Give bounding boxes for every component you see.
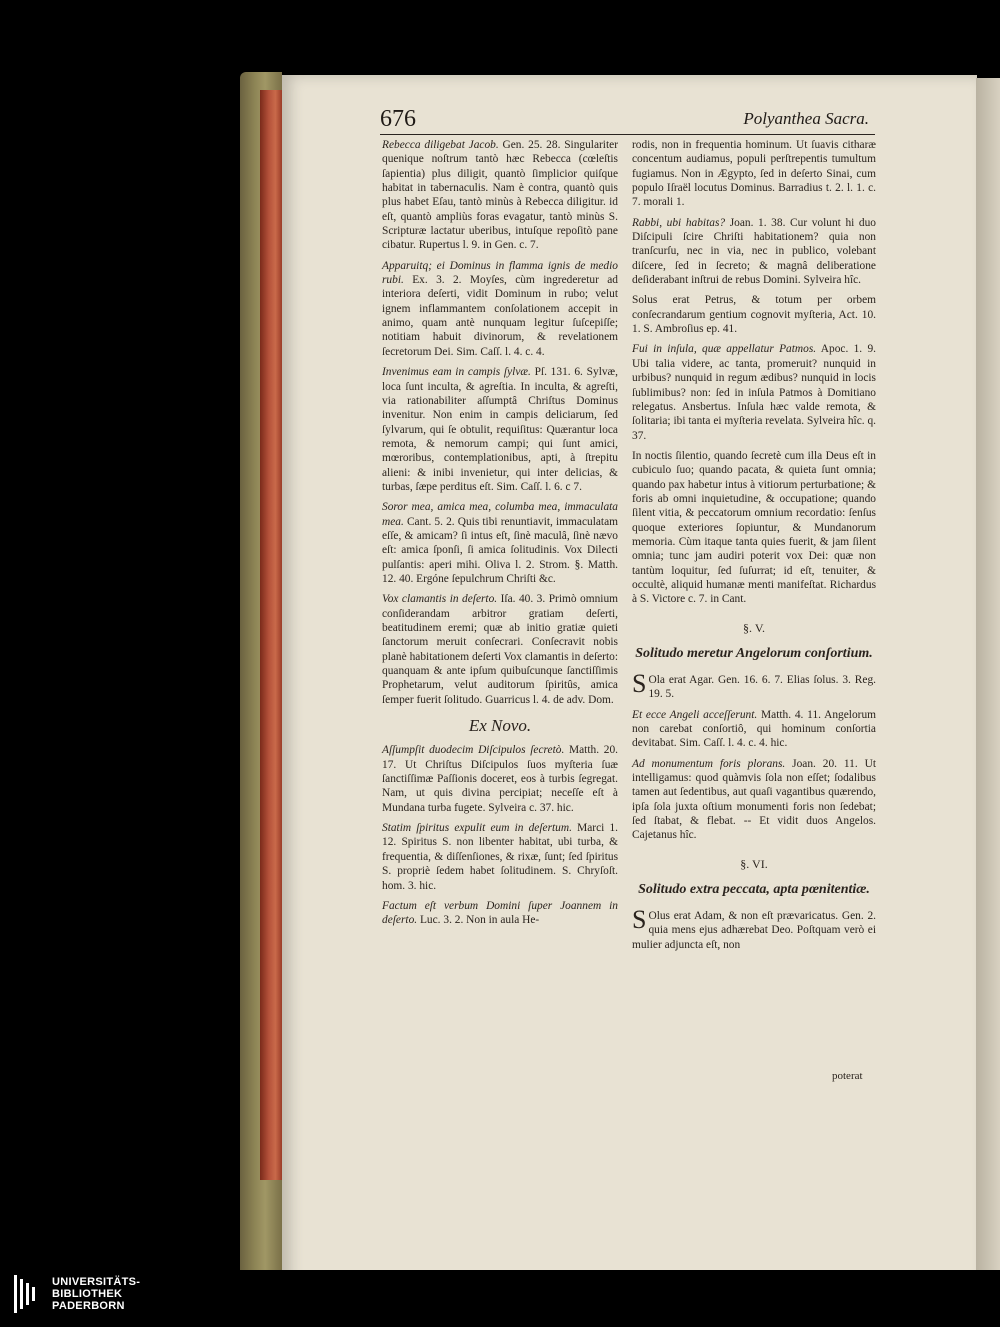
left-column: [382, 138, 618, 934]
lemma: Factum eſt verbum Domini ſuper Joannem in deſerto.: [382, 899, 618, 927]
paragraph-text: In noctis ſilentio, quando ſecretè cum illa Deus eſt in cubiculo ſuo; quando pacata, & quieta ſunt omnia; quando pax habetur intus à vitiorum perturbatione; & foris ab omni inquietudine, & occupatione; quando ſilent vitia, & peccatorum omnium recordatio: ſenſus quoque exteriores ſopiuntur, & Mundanorum memoria. Cùm itaque tanta quies fuerit, & jam ſilent omnia; tunc jam audiri poterit vox Dei: quæ non tantùm loquitur, ſed ſuſurrat; id eſt, tenuiter, & occultè, aliquid humanæ menti manifeſtat. Richardus à S. Victore c. 7. in Cant.: [632, 449, 876, 606]
paragraph-text: Joan. 20. 11. Ut intelligamus: quod quàmvis ſola non eſſet; ſodalibus tamen aut ſedentibus, aut quaſi vagantibus quærendo, ipſa ſola juxta oſtium monumenti foris non ſedebat; ſed ſtabat, & flebat. -- Et vidit duos Angelos. Cajetanus hîc.: [632, 757, 877, 842]
logo-line: PADERBORN: [52, 1300, 125, 1312]
section-title-v: Solitudo meretur Angelorum conſortium.: [635, 646, 873, 661]
paragraph-text: Cant. 5. 2. Quis tibi renuntiavit, immaculatam eſſe, & amicam? ſi intus eſt, ſinè maculâ, ſinè nævo eſt: amica ſponſi, ſi amica ſolitudinis. Vox Dilecti pulſantis: aperi mihi. Oliva l. 2. Strom. §. Matth. 12. 40. Ergóne ſepulchrum Chriſti &c.: [382, 515, 618, 585]
paragraph: [382, 899, 618, 928]
paragraph-text: Luc. 3. 2. Non in aula He-: [417, 914, 540, 927]
catchword: poterat: [832, 1070, 863, 1082]
paragraph: [632, 449, 876, 607]
paragraph-text: Matth. 4. 11. Angelorum non carebat conſortiô, qui hominum conſortia devitabat. Sim. Caſſ. l. 4. c. 4. hic.: [632, 708, 877, 750]
lemma: Rabbi, ubi habitas?: [632, 216, 726, 229]
library-logo-text: [52, 1276, 140, 1312]
paragraph-text: Joan. 1. 38. Cur volunt hi duo Diſcipuli ſcire Chriſti habitationem? quia non tranſcurſu, nec in via, nec in publico, volebant diſcere, ſed in ſecreto; & magnâ deliberatione deſiderabant inſtrui de rebus Domini. Sylveira hîc.: [632, 216, 876, 287]
paragraph: [632, 708, 876, 751]
page-number: 676: [380, 106, 416, 132]
logo-line: BIBLIOTHEK: [52, 1288, 123, 1300]
paragraph-text: rodis, non in frequentia hominum. Ut ſuavis citharæ concentum audiamus, populi perſtrepentis tumultum fugiamus. Non in Ægypto, ſed in deſerto Sinai, cum populo Iſraël locutus Dominus. Barradius t. 2. l. 1. c. 7. morali 1.: [632, 139, 876, 209]
paragraph: [632, 138, 876, 210]
footer-bar: [0, 1270, 1000, 1327]
lemma: Vox clamantis in deſerto.: [382, 593, 498, 606]
lemma: Soror mea, amica mea, columba mea, immaculata mea.: [382, 501, 618, 528]
paragraph-text: SOla erat Agar. Gen. 16. 6. 7. Elias ſolus. 3. Reg. 19. 5.: [632, 669, 876, 701]
paragraph: [632, 905, 876, 952]
lemma: Statim ſpiritus expulit eum in deſertum.: [382, 822, 572, 835]
lemma: Aſſumpſit duodecim Diſcipulos ſecretò.: [382, 744, 565, 757]
lemma: Rebecca diligebat Jacob.: [382, 139, 499, 151]
right-column: [632, 138, 876, 958]
library-logo-icon: [14, 1275, 42, 1313]
paragraph: [382, 743, 618, 815]
paragraph: [632, 216, 876, 288]
section-title-vi: Solitudo extra peccata, apta pœnitentiæ.: [638, 882, 870, 898]
section-heading-ex-novo: Ex Novo.: [468, 716, 532, 736]
paragraph-text: Gen. 25. 28. Singulariter quenique noſtrum tantò hæc Rebecca (cœleſtis ſapientia) plus diligit, quantò ſimplicior quiſque habitat in tabernaculis. Nam è contra, quantò quis plus habet Eſau, tantò minùs à Rebecca diligitur. id eſt, quantò ampliùs foras evagatur, tantò minùs S. Scripturæ lactatur uberibus, intuſque repoſitò pane cibatur. Rupertus l. 9. in Gen. c. 7.: [382, 139, 618, 252]
lemma: Fui in inſula, quæ appellatur Patmos.: [632, 343, 817, 356]
page-edge: [260, 90, 282, 1180]
paragraph: [632, 293, 876, 336]
lemma: Et ecce Angeli acceſſerunt.: [632, 708, 758, 721]
facing-page-edge: [976, 78, 1000, 1293]
paragraph: [382, 821, 618, 893]
paragraph: [382, 138, 618, 253]
logo-line: UNIVERSITÄTS-: [52, 1276, 141, 1288]
page-header: [380, 106, 875, 135]
section-mark-vi: §. VI.: [740, 856, 768, 871]
paragraph: [632, 342, 876, 442]
paragraph-text: Matth. 20. 17. Ut Chriſtus Diſcipulos ſuos myſteria ſuæ ſanctiſſimæ Paſſionis doceret, eos à turbis ſegregat. Nam, ut quis divina percipiat; neceſſe eſt à Mundana turba fugete. Sylveira c. 37. hic.: [382, 744, 618, 814]
paragraph: [632, 757, 876, 843]
paragraph: [382, 500, 618, 586]
running-title: Polyanthea Sacra.: [743, 109, 869, 128]
paragraph-text: Ex. 3. 2. Moyſes, cùm ingrederetur ad interiora deſerti, vidit Dominum in rubo; velut ignem inflammantem conſolationem accepit in animo, quam antè nunquam legitur ſuſcepiſſe; notitiam habuit divinorum, & revelationem ſecretorum Dei. Sim. Caſſ. l. 4. c. 4.: [382, 274, 618, 358]
paragraph: [382, 592, 618, 707]
paragraph-text: Marci 1. 12. Spiritus S. non libenter habitat, ubi turba, & frequentia, & diſſenſiones, & rixæ, ſunt; ſed ſpiritus S. propriè ſedem habet ſolitudinem. S. Chryſoſt. hom. 3. hic.: [382, 822, 618, 892]
paragraph: [382, 259, 618, 359]
lemma: Apparuitq; ei Dominus in flamma ignis de medio rubi.: [382, 259, 618, 287]
paragraph: [632, 669, 876, 702]
paragraph-text: Solus erat Petrus, & totum per orbem conſecrandarum gentium cognovit myſteria, Act. 10. 1. S. Ambroſius ep. 41.: [632, 294, 876, 336]
lemma: Invenimus eam in campis ſylvæ.: [382, 366, 531, 379]
paragraph: [382, 365, 618, 494]
paragraph-text: Pſ. 131. 6. Sylvæ, loca ſunt inculta, & agreſtia. In inculta, & agreſti, via rationabiliter aſſumptâ Chriſtus Dominus invenitur. Non enim in campis deliciarum, ſed ſylvarum, qui ſe obtulit, requiſitus: Quærantur loca remota, & nemorum campi; qui ſunt amici, mœroribus, contemplationibus, apti, à ſtrepitu alieni: & inibi invenietur, qui inter delicias, & turbas, ſæpe perditus eſt. Sim. Caſſ. l. 6. c 7.: [382, 366, 618, 493]
paragraph-text: SOlus erat Adam, & non eſt prævaricatus. Gen. 2. quia mens ejus adhærebat Deo. Poſtquam verò ei mulier adjuncta eſt, non: [632, 905, 876, 951]
lemma: Ad monumentum foris plorans.: [632, 757, 786, 770]
section-mark-v: §. V.: [743, 620, 765, 635]
paragraph-text: Apoc. 1. 9. Ubi talia videre, ac tanta, promeruit? nunquid in urbibus? nunquid in regum ædibus? nunquid in locis ſublimibus? non: ſed in inſula Patmos à Domitiano relegatus. Ansbertus. Inſula hæc valde remota, & ſolitaria; ibi tanta ei myſteria revelata. Sylveira hîc. q. 37.: [632, 343, 877, 442]
paragraph-text: Iſa. 40. 3. Primò omnium conſiderandam arbitror gratiam deſerti, beatitudinem eremi; quæ ab initio gratiæ quieti ſanctorum meruit conſecrari. Conſecravit nobis planè habitationem deſerti Vox clamantis in deſerto: quanquam & ante ipſum quibuſcunque ſanctiſſimis Prophetarum, velut auditorum ſpiritûs, amica ſemper fuerit ſolitudo. Guarricus l. 4. de adv. Dom.: [382, 593, 619, 706]
